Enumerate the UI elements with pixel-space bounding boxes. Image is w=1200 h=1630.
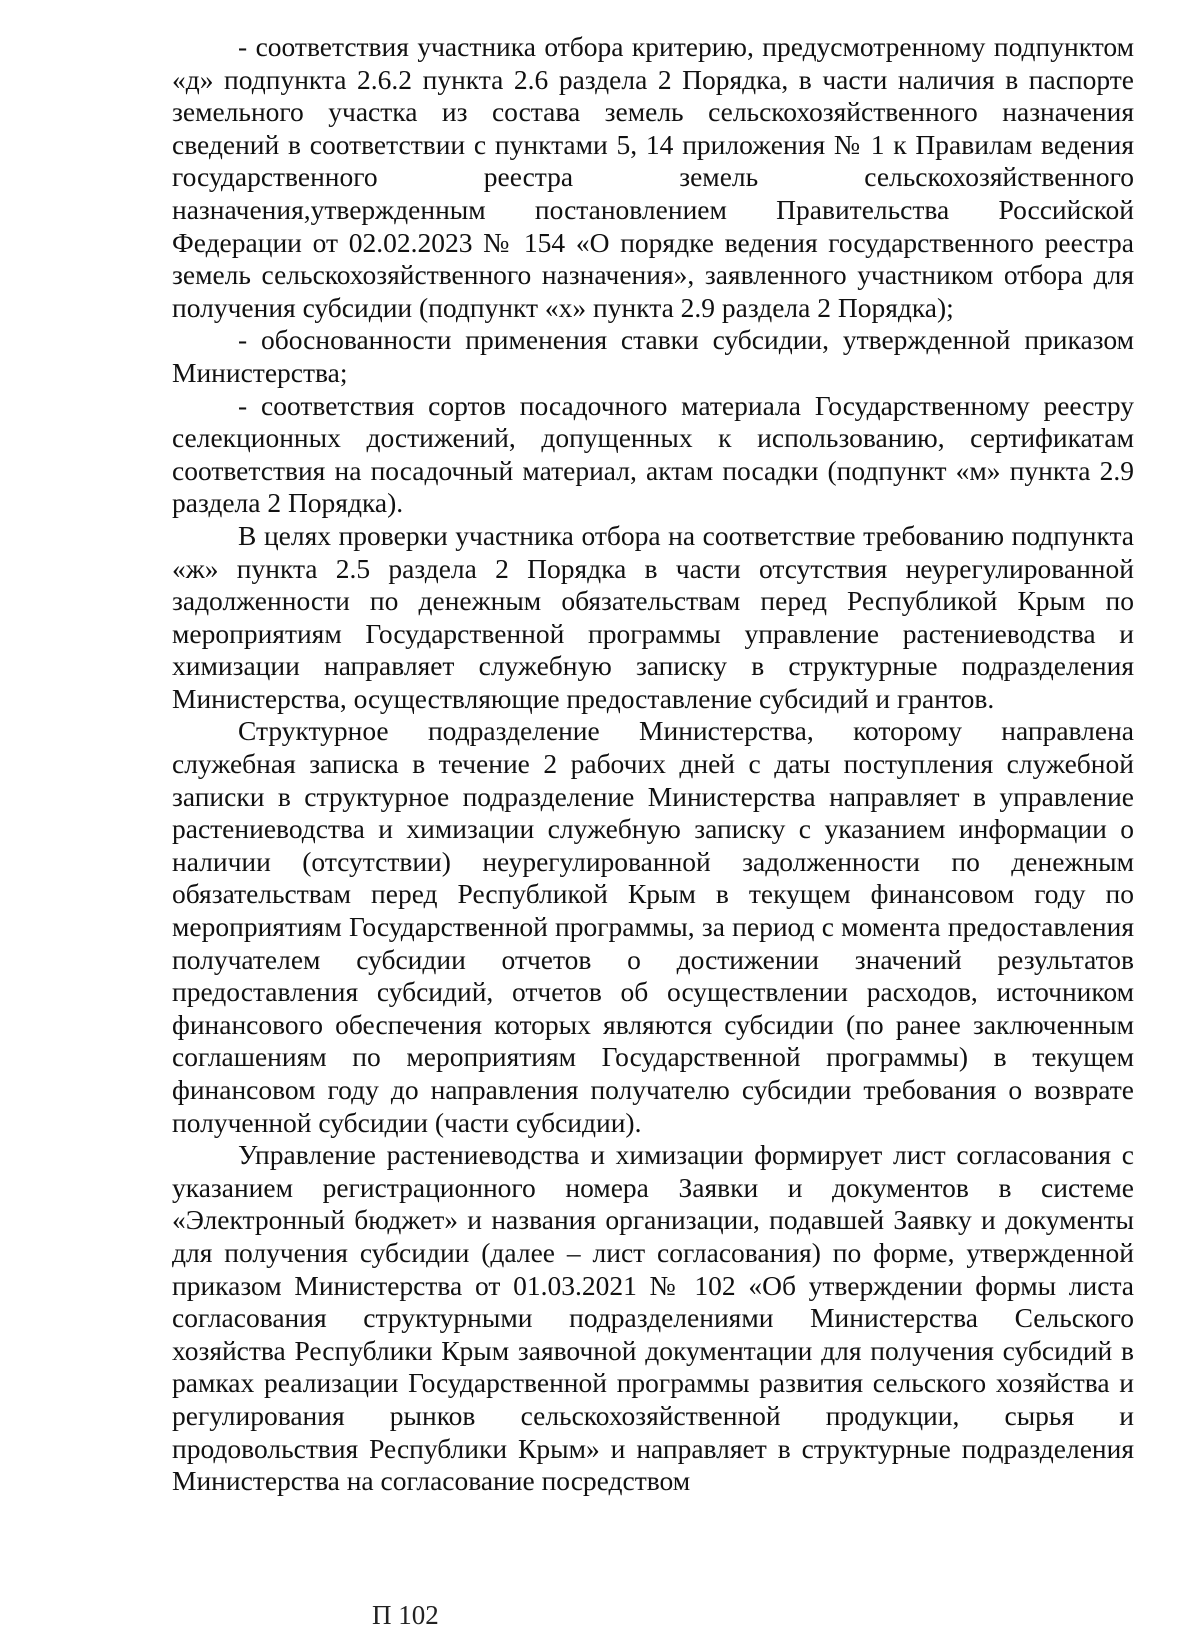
paragraph-approval-sheet: Управление растениеводства и химизации формирует лист согласования с указанием регистрационного номера Заявки и документов в системе «Электронный бюджет» и названия организации, подавшей Заявку и документы для получения субсидии (далее – лист согласования) по форме, утвержденной приказом Министерства от 01.03.2021 № 102 «Об утверждении формы листа согласования структурными подразделениями Министерства Сельского хозяйства Республики Крым заявочной документации для получения субсидий в рамках реализации Государственной программы развития сельского хозяйства и регулирования рынков сельскохозяйственной продукции, сырья и продовольствия Республики Крым» и направляет в структурные подразделения Министерства на согласование посредством: [172, 1139, 1134, 1497]
paragraph-debt-check: В целях проверки участника отбора на соответствие требованию подпункта «ж» пункта 2.5 раздела 2 Порядка в части отсутствия неурегулированной задолженности по денежным обязательствам перед Республикой Крым по мероприятиям Государственной программы управление растениеводства и химизации направляет служебную записку в структурные подразделения Министерства, осуществляющие предоставление субсидий и грантов.: [172, 519, 1134, 714]
paragraph-criteria-compliance: - соответствия участника отбора критерию, предусмотренному подпунктом «д» подпункта 2.6.2 пункта 2.6 раздела 2 Порядка, в части наличия в паспорте земельного участка из состава земель сельскохозяйственного назначения сведений в соответствии с пунктами 5, 14 приложения № 1 к Правилам ведения государственного реестра земель сельскохозяйственного назначения,утвержденным постановлением Правительства Российской Федерации от 02.02.2023 № 154 «О порядке ведения государственного реестра земель сельскохозяйственного назначения», заявленного участником отбора для получения субсидии (подпункт «х» пункта 2.9 раздела 2 Порядка);: [172, 31, 1134, 323]
paragraph-structural-unit: Структурное подразделение Министерства, которому направлена служебная записка в течение 2 рабочих дней с даты поступления служебной записки в структурное подразделение Министерства направляет в управление растениеводства и химизации служебную записку с указанием информации о наличии (отсутствии) неурегулированной задолженности по денежным обязательствам перед Республикой Крым в текущем финансовом году по мероприятиям Государственной программы, за период с момента предоставления получателем субсидии отчетов о достижении значений результатов предоставления субсидий, отчетов об осуществлении расходов, источником финансового обеспечения которых являются субсидии (по ранее заключенным соглашениям по мероприятиям Государственной программы) в текущем финансовом году до направления получателю субсидии требования о возврате полученной субсидии (части субсидии).: [172, 715, 1134, 1138]
next-page-fragment-text: П 102: [372, 1600, 439, 1630]
next-page-fragment: [372, 1600, 532, 1630]
document-body: [172, 31, 1134, 1498]
paragraph-planting-material: - соответствия сортов посадочного материала Государственному реестру селекционных достижений, допущенных к использованию, сертификатам соответствия на посадочный материал, актам посадки (подпункт «м» пункта 2.9 раздела 2 Порядка).: [172, 389, 1134, 519]
paragraph-subsidy-rate: - обоснованности применения ставки субсидии, утвержденной приказом Министерства;: [172, 324, 1134, 388]
